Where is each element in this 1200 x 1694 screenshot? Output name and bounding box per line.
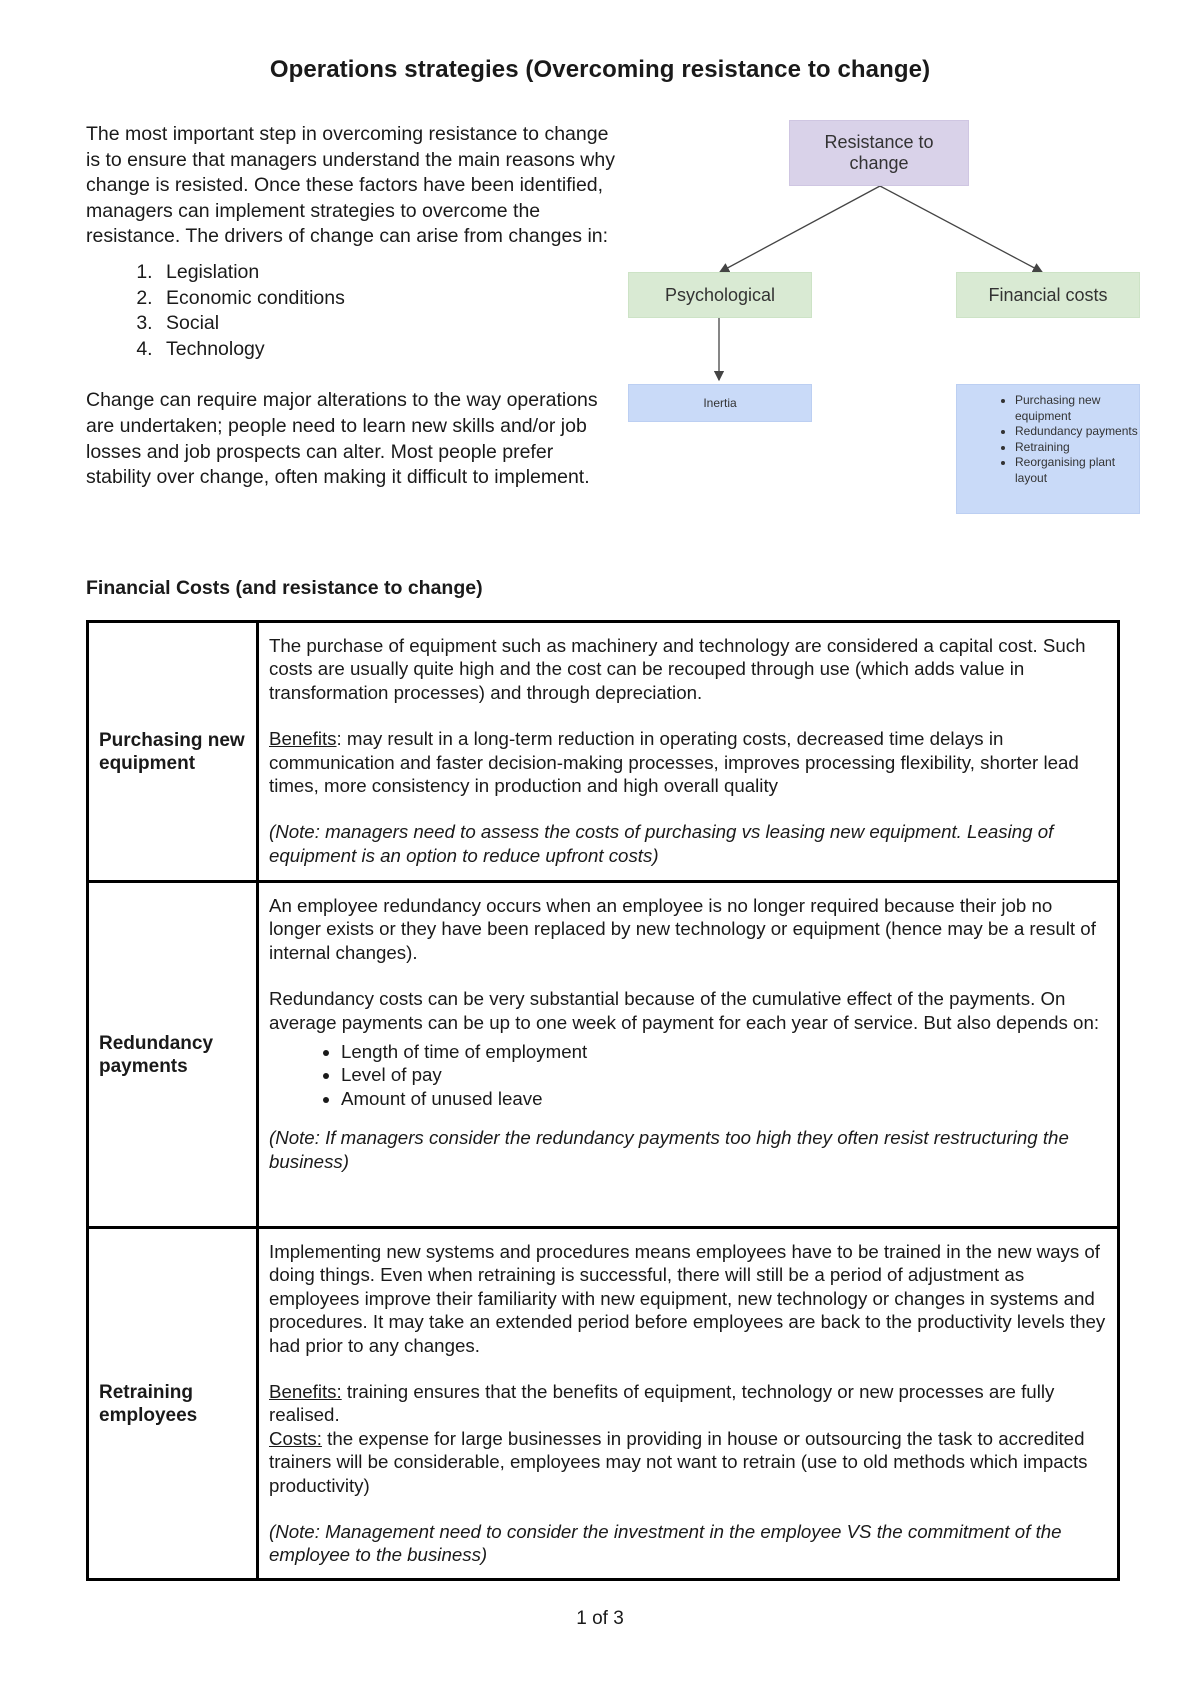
benefits-paragraph — [269, 1380, 1107, 1427]
financial-item: • Reorganising plant layout — [1015, 455, 1139, 486]
row-paragraph: The purchase of equipment such as machinery and technology are considered a capital cost. Such costs are usually quite high and the cost can be recouped through use (which adds value in transformation processes) and through depreciation. — [269, 635, 1086, 703]
financial-items-list — [957, 393, 1139, 486]
driver-item: 2. Economic conditions — [158, 286, 616, 312]
benefits-text: : may result in a long-term reduction in operating costs, decreased time delays in communication and faster decision-making processes, improves processing flexibility, shorter lead times, more consistency in production and high overall quality — [269, 728, 1079, 797]
list-item: • Level of pay — [341, 1063, 1107, 1086]
row-paragraph: Implementing new systems and procedures means employees have to be trained in the new ways of doing things. Even when retraining is successful, there will still be a period of adjustment as employees improve their familiarity with new equipment, new technology or changes in systems and procedures. It may take an extended period before employees are back to the productivity levels they had prior to any changes. — [269, 1241, 1106, 1356]
row-label: Purchasing new equipment — [88, 622, 258, 882]
connector-root-left — [720, 186, 880, 272]
table-row — [88, 622, 1119, 882]
benefits-label: Benefits: — [269, 1381, 342, 1403]
row-note: (Note: If managers consider the redundancy payments too high they often resist restructuring the business) — [269, 1127, 1069, 1172]
row-label: Retraining employees — [88, 1228, 258, 1580]
diagram-financial-box: Financial costs — [956, 272, 1140, 318]
row-body — [258, 622, 1119, 882]
financial-item: • Redundancy payments — [1015, 424, 1139, 440]
row-note: (Note: Management need to consider the investment in the employee VS the commitment of the employee to the business) — [269, 1521, 1062, 1566]
row-paragraph: An employee redundancy occurs when an employee is no longer required because their job no longer exists or they have been replaced by new technology or equipment (hence may be a result of internal changes). — [269, 895, 1096, 963]
row-paragraph: Redundancy costs can be very substantial because of the cumulative effect of the payments. On average payments can be up to one week of payment for each year of service. But also depends on: — [269, 988, 1100, 1033]
financial-item: • Retraining — [1015, 440, 1139, 456]
costs-text: the expense for large businesses in providing in house or outsourcing the task to accredited trainers will be considerable, employees may not want to retrain (use to old methods which impacts productivity) — [269, 1427, 1088, 1496]
benefits-label: Benefits — [269, 728, 337, 750]
driver-item: 4. Technology — [158, 337, 616, 363]
diagram-financial-items-box — [956, 384, 1140, 514]
row-body — [258, 1228, 1119, 1580]
section-heading: Financial Costs (and resistance to change) — [86, 577, 483, 599]
row-label: Redundancy payments — [88, 882, 258, 1228]
page-title: Operations strategies (Overcoming resistance to change) — [269, 56, 931, 83]
page-number: 1 of 3 — [576, 1608, 624, 1629]
connector-root-right — [880, 186, 1042, 272]
driver-item: 1. Legislation — [158, 260, 616, 286]
financial-item: • Purchasing new equipment — [1015, 393, 1139, 424]
diagram-inertia-box: Inertia — [628, 384, 812, 422]
driver-item: 3. Social — [158, 311, 616, 337]
resistance-diagram — [622, 116, 1142, 522]
benefits-paragraph — [269, 727, 1107, 797]
row-note: (Note: managers need to assess the costs of purchasing vs leasing new equipment. Leasing of equipment is an option to reduce upfront costs) — [269, 821, 1054, 866]
intro-paragraph-change: Change can require major alterations to the way operations are undertaken; people need to learn new skills and/or job losses and job prospects can alter. Most people prefer stability over change, often making it difficult to implement. — [86, 389, 598, 489]
costs-paragraph — [269, 1427, 1107, 1497]
redundancy-factors-list — [269, 1040, 1107, 1110]
table-row — [88, 1228, 1119, 1580]
diagram-root-box: Resistance to change — [789, 120, 969, 186]
drivers-list — [86, 260, 616, 362]
financial-costs-table — [86, 620, 1120, 1581]
table-row — [88, 882, 1119, 1228]
list-item: • Amount of unused leave — [341, 1087, 1107, 1110]
list-item: • Length of time of employment — [341, 1040, 1107, 1063]
row-body — [258, 882, 1119, 1228]
intro-section — [86, 122, 616, 491]
intro-paragraph: The most important step in overcoming resistance to change is to ensure that managers understand the main reasons why change is resisted. Once these factors have been identified, managers can implement strategies to overcome the resistance. The drivers of change can arise from changes in: — [86, 123, 615, 248]
benefits-text: training ensures that the benefits of equipment, technology or new processes are fully realised. — [269, 1381, 1055, 1426]
diagram-psychological-box: Psychological — [628, 272, 812, 318]
costs-label: Costs: — [269, 1427, 322, 1449]
